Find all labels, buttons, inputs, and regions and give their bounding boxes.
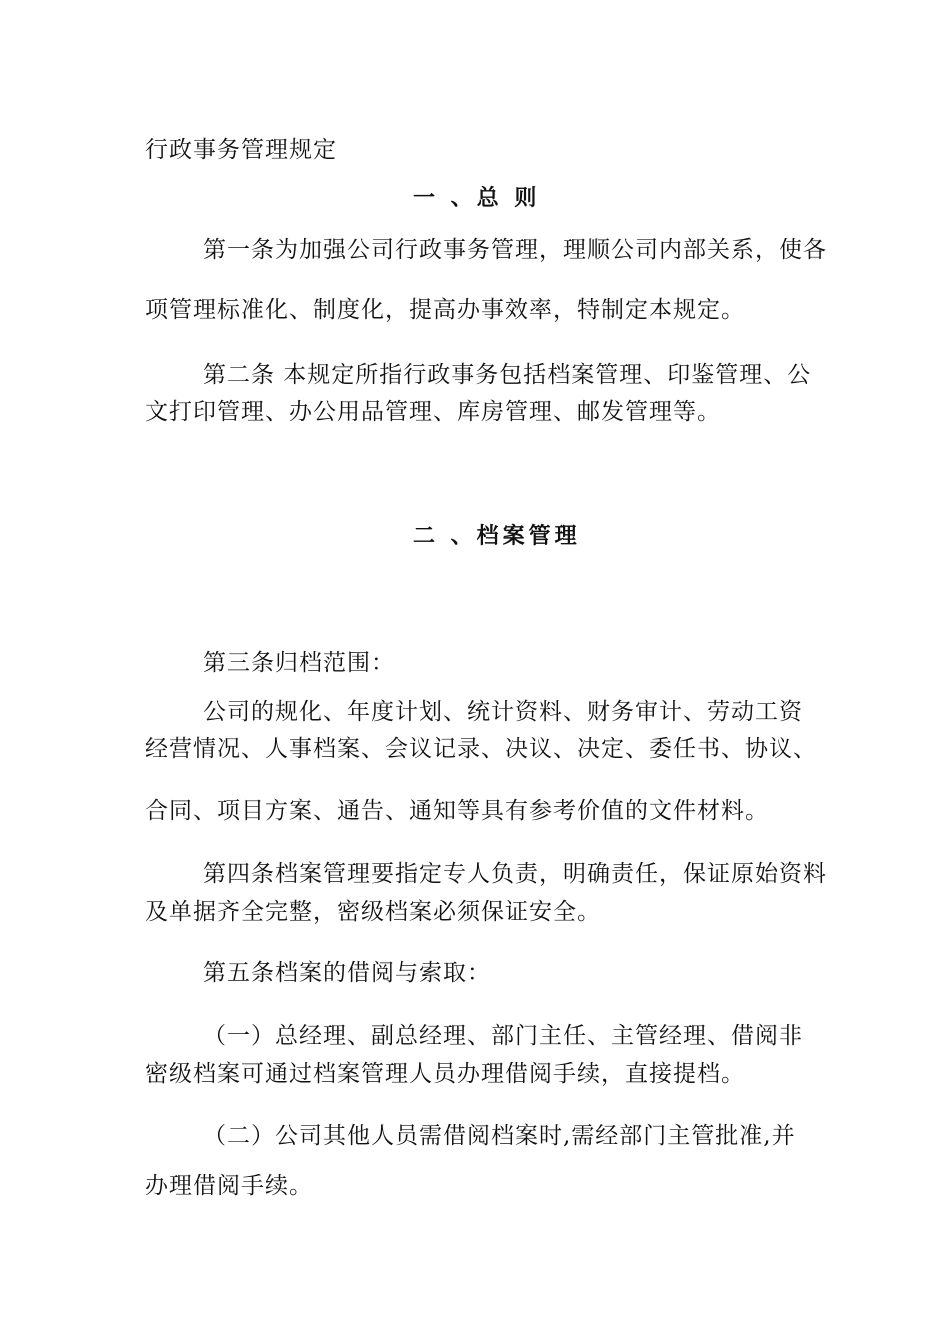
paragraph-line: 第一条为加强公司行政事务管理，理顺公司内部关系，使各 [203, 237, 827, 263]
paragraph-line: 第三条归档范围： [203, 650, 395, 676]
section-heading-general: 一 、总 则 [413, 186, 541, 211]
document-title: 行政事务管理规定 [145, 137, 337, 163]
paragraph-line: 第四条档案管理要指定专人负责，明确责任，保证原始资料 [203, 861, 827, 887]
paragraph-line: （一）总经理、副总经理、部门主任、主管经理、借阅非 [203, 1023, 803, 1049]
paragraph-line: 项管理标准化、制度化，提高办事效率，特制定本规定。 [145, 297, 745, 323]
paragraph-line: （二）公司其他人员需借阅档案时,需经部门主管批准,并 [203, 1123, 796, 1149]
paragraph-line: 公司的规化、年度计划、统计资料、财务审计、劳动工资 [203, 699, 803, 725]
paragraph-line: 经营情况、人事档案、会议记录、决议、决定、委任书、协议、 [145, 736, 817, 762]
paragraph-line: 第二条 本规定所指行政事务包括档案管理、印鉴管理、公 [203, 362, 812, 388]
paragraph-line: 合同、项目方案、通告、通知等具有参考价值的文件材料。 [145, 798, 769, 824]
paragraph-line: 文打印管理、办公用品管理、库房管理、邮发管理等。 [145, 399, 721, 425]
section-heading-archives: 二 、档案管理 [413, 524, 581, 549]
paragraph-line: 办理借阅手续。 [145, 1173, 313, 1199]
paragraph-line: 第五条档案的借阅与索取： [203, 960, 491, 986]
paragraph-line: 及单据齐全完整，密级档案必须保证安全。 [145, 899, 601, 925]
paragraph-line: 密级档案可通过档案管理人员办理借阅手续，直接提档。 [145, 1061, 745, 1087]
